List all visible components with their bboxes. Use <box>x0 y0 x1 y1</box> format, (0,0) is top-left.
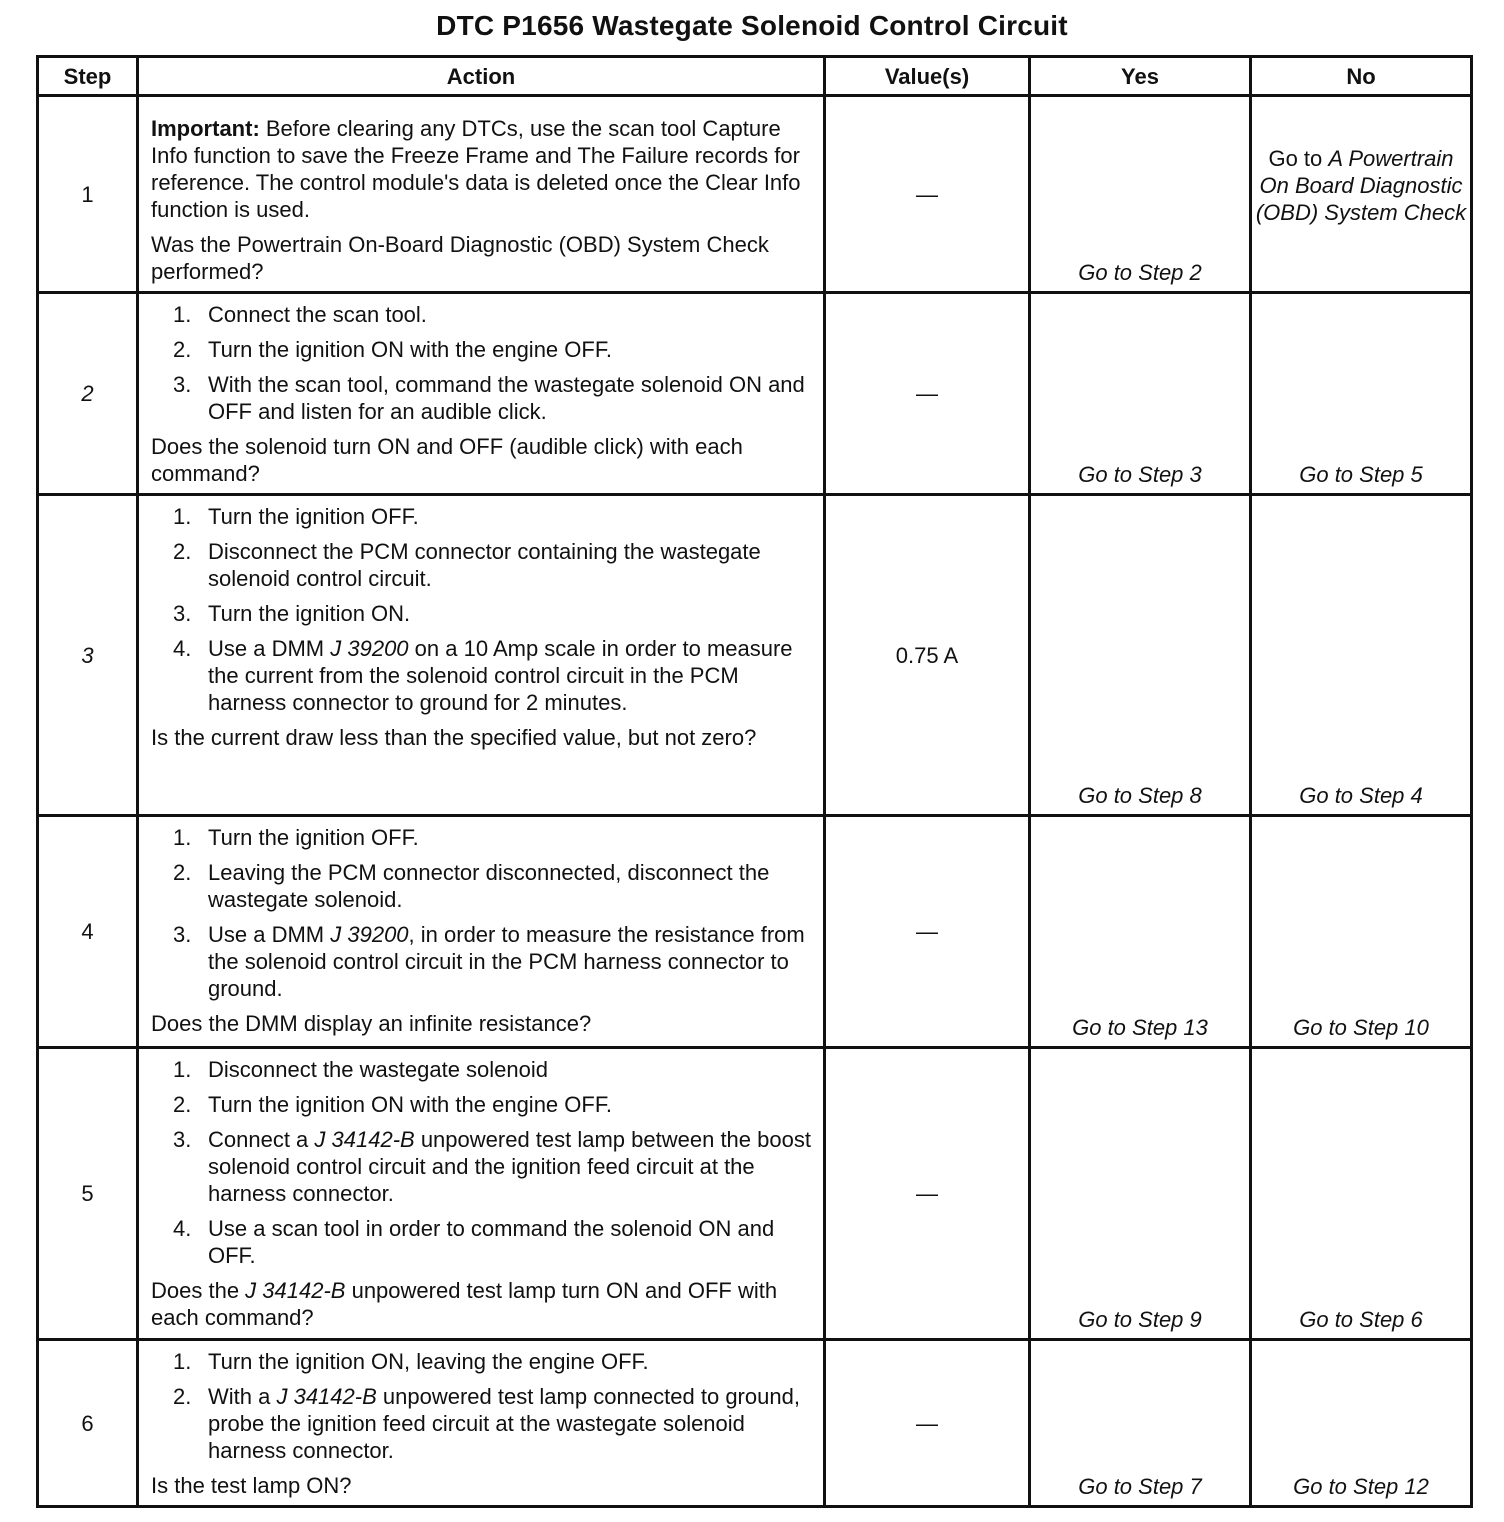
step-question: Is the current draw less than the specified value, but not zero? <box>151 725 757 750</box>
list-item: Turn the ignition ON with the engine OFF. <box>208 1092 612 1117</box>
diagnostic-table <box>36 55 1473 1508</box>
item-text: Connect a <box>208 1127 315 1152</box>
step-list <box>151 824 813 1002</box>
step-list <box>151 301 813 425</box>
no-action: Go to Step 5 <box>1251 293 1472 495</box>
step-number: 6 <box>38 1340 138 1507</box>
step-number: 4 <box>38 816 138 1048</box>
list-item <box>151 1126 813 1207</box>
header-row <box>38 57 1472 96</box>
header-no: No <box>1251 57 1472 96</box>
item-text: on a 10 Amp scale in order to measure the current from the solenoid control circuit in the PCM harness connector to ground for 2 minutes. <box>208 636 793 715</box>
value-cell: — <box>825 1048 1030 1340</box>
action-cell <box>138 1340 825 1507</box>
table-row <box>38 293 1472 495</box>
step-list <box>151 1348 813 1464</box>
item-text: With a <box>208 1384 277 1409</box>
step-list <box>151 503 813 716</box>
value-cell: — <box>825 96 1030 293</box>
header-yes: Yes <box>1030 57 1251 96</box>
list-item <box>151 635 813 716</box>
list-item: Disconnect the wastegate solenoid <box>208 1057 548 1082</box>
header-action: Action <box>138 57 825 96</box>
no-action <box>1251 96 1472 293</box>
step-list <box>151 1056 813 1269</box>
step-question <box>151 1277 813 1331</box>
item-text: Use a DMM <box>208 922 331 947</box>
list-item: Turn the ignition OFF. <box>208 504 419 529</box>
yes-action: Go to Step 7 <box>1030 1340 1251 1507</box>
action-cell <box>138 96 825 293</box>
list-item: Turn the ignition ON, leaving the engine OFF. <box>208 1349 649 1374</box>
item-text: unpowered test lamp connected to ground, probe the ignition feed circuit at the wastegate solenoid harness connector. <box>208 1384 800 1463</box>
list-item: Use a scan tool in order to command the solenoid ON and OFF. <box>208 1216 775 1268</box>
list-item: Turn the ignition ON. <box>208 601 411 626</box>
item-text: , in order to measure the resistance from the solenoid control circuit in the PCM harness connector to ground. <box>208 922 805 1001</box>
important-label: Important: <box>151 116 260 141</box>
question-text: Does the <box>151 1278 246 1303</box>
list-item: Leaving the PCM connector disconnected, disconnect the wastegate solenoid. <box>208 860 770 912</box>
list-item: Turn the ignition ON with the engine OFF. <box>208 337 612 362</box>
list-item <box>151 921 813 1002</box>
important-note <box>151 115 813 223</box>
important-text: Before clearing any DTCs, use the scan tool Capture Info function to save the Freeze Frame and The Failure records for reference. The control module's data is deleted once the Clear Info function is used. <box>151 116 801 222</box>
yes-action: Go to Step 13 <box>1030 816 1251 1048</box>
no-prefix: Go to <box>1268 146 1329 171</box>
table-row <box>38 495 1472 816</box>
table-row <box>38 1048 1472 1340</box>
no-action: Go to Step 12 <box>1251 1340 1472 1507</box>
step-question: Was the Powertrain On-Board Diagnostic (OBD) System Check performed? <box>151 232 769 284</box>
list-item: Connect the scan tool. <box>208 302 427 327</box>
tool-reference: J 39200 <box>330 636 409 661</box>
table-row <box>38 96 1472 293</box>
no-action: Go to Step 6 <box>1251 1048 1472 1340</box>
yes-action: Go to Step 8 <box>1030 495 1251 816</box>
value-cell: 0.75 A <box>825 495 1030 816</box>
step-number: 3 <box>38 495 138 816</box>
table-row <box>38 816 1472 1048</box>
yes-action: Go to Step 3 <box>1030 293 1251 495</box>
no-action: Go to Step 4 <box>1251 495 1472 816</box>
tool-reference: J 39200 <box>330 922 409 947</box>
step-question: Is the test lamp ON? <box>151 1473 352 1498</box>
list-item: Turn the ignition OFF. <box>208 825 419 850</box>
question-text: unpowered test lamp turn ON and OFF with each command? <box>151 1278 778 1330</box>
header-values: Value(s) <box>825 57 1030 96</box>
step-question: Does the DMM display an infinite resistance? <box>151 1011 592 1036</box>
table-row <box>38 1340 1472 1507</box>
action-cell <box>138 293 825 495</box>
step-number: 5 <box>38 1048 138 1340</box>
yes-action: Go to Step 9 <box>1030 1048 1251 1340</box>
list-item: Disconnect the PCM connector containing the wastegate solenoid control circuit. <box>208 539 761 591</box>
page-title: DTC P1656 Wastegate Solenoid Control Circuit <box>436 10 1068 41</box>
no-action: Go to Step 10 <box>1251 816 1472 1048</box>
step-number: 1 <box>38 96 138 293</box>
action-cell <box>138 495 825 816</box>
item-text: Use a DMM <box>208 636 331 661</box>
tool-reference: J 34142-B <box>276 1384 377 1409</box>
action-cell <box>138 816 825 1048</box>
step-question: Does the solenoid turn ON and OFF (audible click) with each command? <box>151 434 743 486</box>
value-cell: — <box>825 816 1030 1048</box>
yes-action: Go to Step 2 <box>1030 96 1251 293</box>
item-text: unpowered test lamp between the boost solenoid control circuit and the ignition feed circuit at the harness connector. <box>208 1127 811 1206</box>
list-item: With the scan tool, command the wastegate solenoid ON and OFF and listen for an audible click. <box>208 372 805 424</box>
obd-check-reference: A Powertrain On Board Diagnostic (OBD) System Check <box>1255 146 1467 225</box>
step-number: 2 <box>38 293 138 495</box>
action-cell <box>138 1048 825 1340</box>
value-cell: — <box>825 293 1030 495</box>
tool-reference: J 34142-B <box>314 1127 415 1152</box>
header-step: Step <box>38 57 138 96</box>
value-cell: — <box>825 1340 1030 1507</box>
tool-reference: J 34142-B <box>245 1278 346 1303</box>
list-item <box>151 1383 813 1464</box>
